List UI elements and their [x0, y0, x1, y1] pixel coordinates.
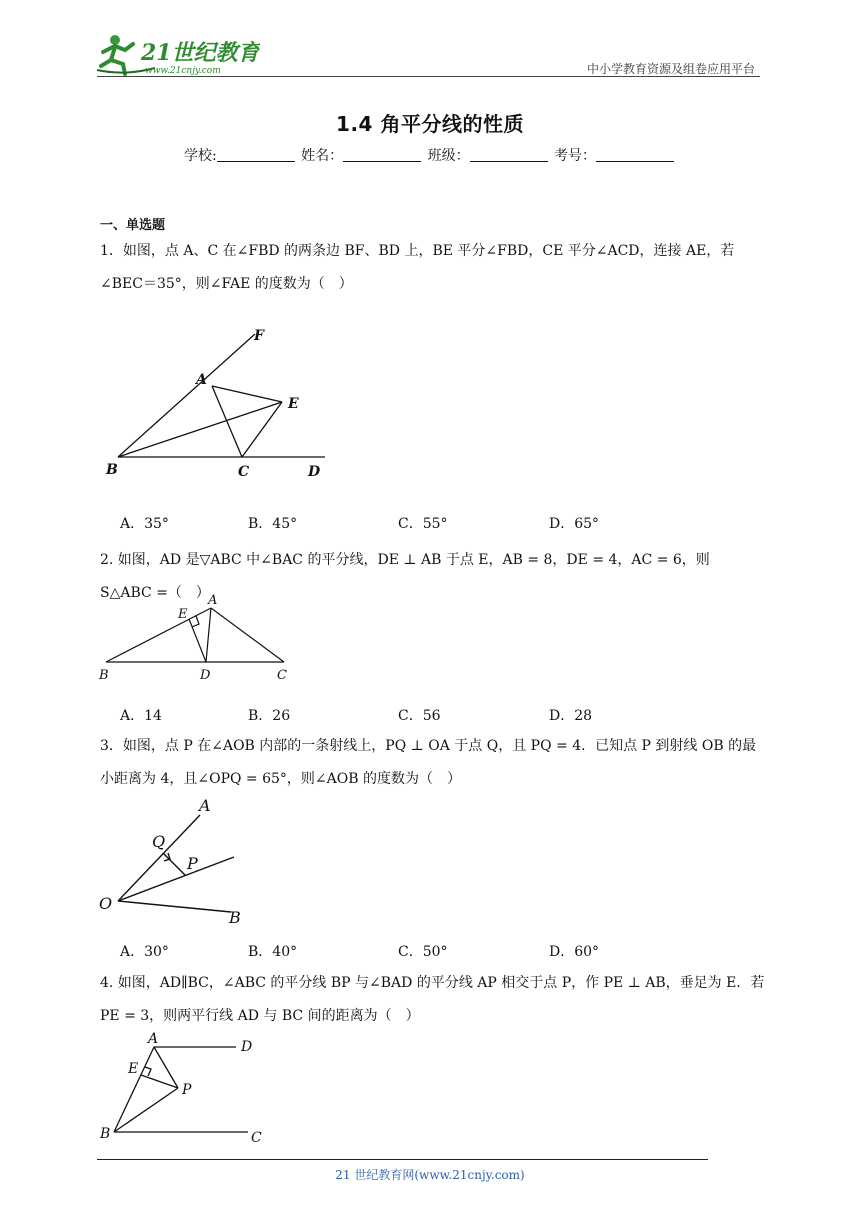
info-label-name: 姓名：: [301, 148, 344, 164]
logo-main-text: 21世纪教育: [141, 40, 260, 66]
number-blank[interactable]: [596, 147, 674, 162]
info-label-number: 考号：: [554, 148, 597, 164]
name-blank[interactable]: [343, 147, 421, 162]
q2-option-b[interactable]: B．26: [248, 708, 291, 724]
fig2-label-d: D: [200, 668, 211, 683]
question-3: [100, 730, 765, 796]
section-title: 一、单选题: [100, 218, 166, 233]
site-logo: [95, 30, 260, 78]
fig2-label-e: E: [178, 607, 188, 622]
question-4-line-1: 4. 如图，AD∥BC，∠ABC 的平分线 BP 与∠BAD 的平分线 AP 相交于点 P，作 PE ⊥ AB，垂足为 E．若: [100, 975, 765, 991]
question-2-figure: [96, 590, 306, 685]
fig3-label-q: Q: [152, 832, 166, 851]
question-3-line-1: 3．如图，点 P 在∠AOB 内部的一条射线上，PQ ⊥ OA 于点 Q，且 PQ = 4．已知点 P 到射线 OB 的最: [100, 738, 757, 754]
fig1-label-b: B: [106, 462, 118, 478]
q3-option-d[interactable]: D．60°: [549, 944, 600, 960]
fig1-label-e: E: [288, 396, 299, 412]
question-4: [100, 967, 765, 1033]
fig1-label-f: F: [254, 328, 264, 344]
question-1-line-1: 1．如图，点 A、C 在∠FBD 的两条边 BF、BD 上，BE 平分∠FBD，CE 平分∠ACD，连接 AE，若: [100, 243, 735, 259]
fig1-label-d: D: [308, 464, 321, 480]
fig2-label-b: B: [99, 668, 109, 683]
fig2-label-a: A: [208, 593, 218, 608]
info-label-class: 班级：: [427, 148, 470, 164]
platform-name: 中小学教育资源及组卷应用平台: [586, 62, 755, 76]
logo-sub-text: www.21cnjy.com: [145, 66, 221, 76]
fig3-label-o: O: [99, 894, 113, 913]
question-3-figure: [96, 795, 256, 930]
q1-option-d[interactable]: D．65°: [549, 516, 600, 532]
footer-text[interactable]: 21 世纪教育网(www.21cnjy.com): [335, 1168, 525, 1182]
q3-option-a[interactable]: A．30°: [120, 944, 169, 960]
page-title: 1.4 角平分线的性质: [336, 112, 524, 136]
question-1: [100, 235, 765, 301]
info-label-school: 学校:: [183, 148, 217, 164]
q1-option-b[interactable]: B．45°: [248, 516, 298, 532]
fig1-label-c: C: [238, 464, 250, 480]
q2-option-a[interactable]: A．14: [120, 708, 162, 724]
fig4-label-p: P: [182, 1082, 192, 1098]
fig4-label-a: A: [148, 1031, 159, 1047]
fig2-label-c: C: [277, 668, 287, 683]
fig4-label-e: E: [128, 1061, 139, 1077]
fig3-label-p: P: [187, 854, 198, 873]
fig4-label-d: D: [241, 1039, 253, 1055]
q2-option-d[interactable]: D．28: [549, 708, 593, 724]
header-divider: [97, 76, 760, 77]
question-4-figure: [96, 1030, 271, 1148]
fig3-label-b: B: [229, 908, 241, 927]
q2-option-c[interactable]: C．56: [398, 708, 441, 724]
question-2-line-1: 2. 如图，AD 是▽ABC 中∠BAC 的平分线，DE ⊥ AB 于点 E，AB = 8，DE = 4，AC = 6，则 S△ABC =（ ）: [100, 552, 710, 601]
fig4-label-b: B: [100, 1126, 111, 1142]
student-info-row: [0, 145, 860, 165]
fig4-label-c: C: [251, 1130, 262, 1146]
question-4-line-2: PE = 3，则两平行线 AD 与 BC 间的距离为（ ）: [100, 1008, 420, 1024]
class-blank[interactable]: [470, 147, 548, 162]
runner-logo-icon: [95, 30, 260, 78]
footer-divider: [97, 1159, 708, 1160]
q3-option-b[interactable]: B．40°: [248, 944, 298, 960]
fig3-label-a: A: [199, 796, 211, 815]
question-3-line-2: 小距离为 4，且∠OPQ = 65°，则∠AOB 的度数为（ ）: [100, 771, 461, 787]
q3-option-c[interactable]: C．50°: [398, 944, 448, 960]
question-1-line-2: ∠BEC＝35°，则∠FAE 的度数为（ ）: [100, 276, 353, 292]
q1-option-a[interactable]: A．35°: [120, 516, 169, 532]
question-1-figure: [100, 320, 340, 485]
fig1-label-a: A: [196, 372, 207, 388]
q1-option-c[interactable]: C．55°: [398, 516, 448, 532]
school-blank[interactable]: [217, 147, 295, 162]
